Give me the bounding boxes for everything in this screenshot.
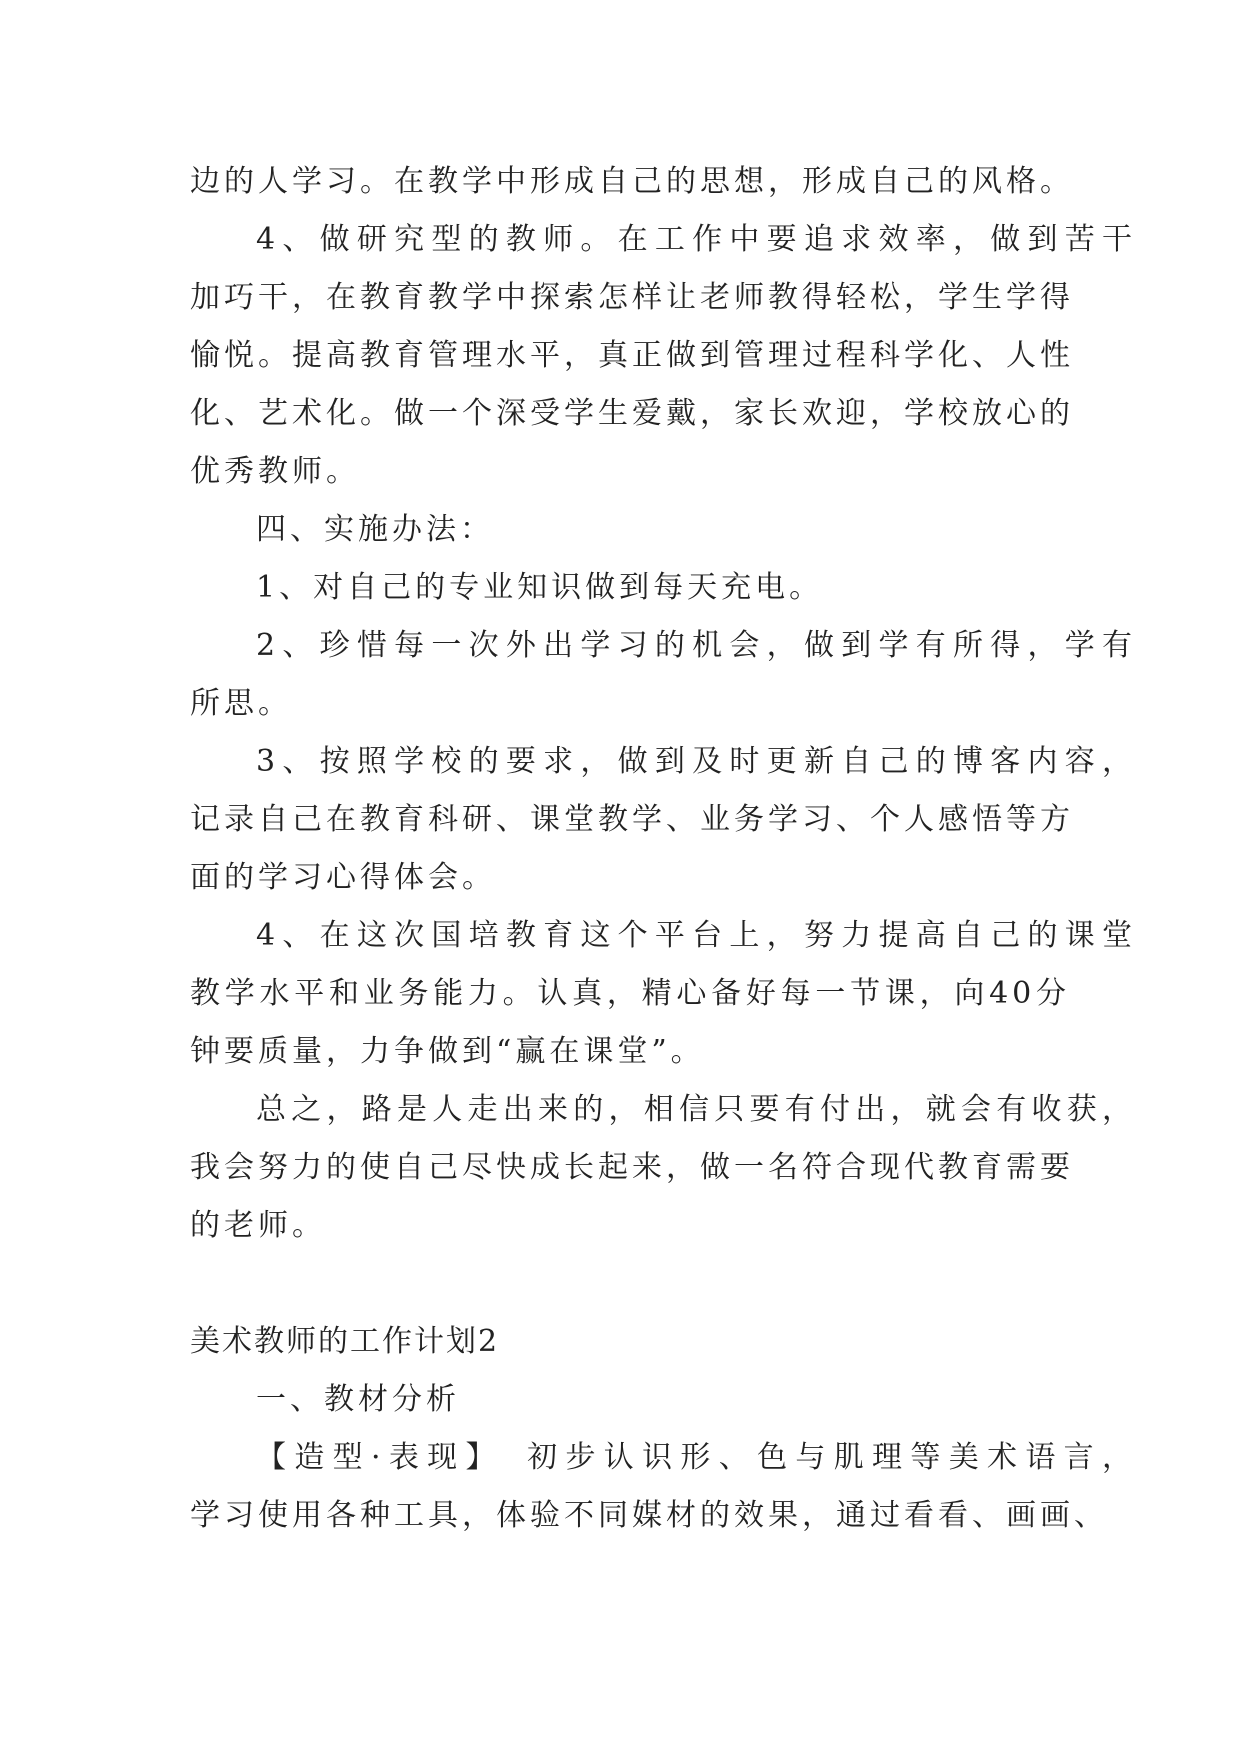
text-line: 化、艺术化。做一个深受学生爱戴，家长欢迎，学校放心的 bbox=[190, 396, 1074, 431]
text-line: 【造型·表现】 初步认识形、色与肌理等美术语言， bbox=[256, 1440, 1136, 1475]
section-heading: 一、教材分析 bbox=[256, 1382, 460, 1417]
text-line: 所思。 bbox=[190, 686, 292, 721]
text-line: 1、对自己的专业知识做到每天充电。 bbox=[256, 570, 824, 605]
text-line: 学习使用各种工具，体验不同媒材的效果，通过看看、画画、 bbox=[190, 1498, 1108, 1533]
text-line: 3、按照学校的要求，做到及时更新自己的博客内容， bbox=[256, 744, 1136, 779]
text-line: 2、珍惜每一次外出学习的机会，做到学有所得，学有 bbox=[256, 628, 1136, 663]
section-heading: 四、实施办法： bbox=[256, 512, 494, 547]
text-line: 优秀教师。 bbox=[190, 454, 360, 489]
text-line: 4、做研究型的教师。在工作中要追求效率，做到苦干 bbox=[256, 222, 1136, 257]
text-line: 记录自己在教育科研、课堂教学、业务学习、个人感悟等方 bbox=[190, 802, 1074, 837]
text-line: 总之，路是人走出来的，相信只要有付出，就会有收获， bbox=[256, 1092, 1136, 1127]
text-line: 愉悦。提高教育管理水平，真正做到管理过程科学化、人性 bbox=[190, 338, 1074, 373]
text-line: 的老师。 bbox=[190, 1208, 326, 1243]
text-line: 4、在这次国培教育这个平台上，努力提高自己的课堂 bbox=[256, 918, 1136, 953]
text-line: 教学水平和业务能力。认真，精心备好每一节课，向40分 bbox=[190, 976, 1070, 1011]
text-line: 钟要质量，力争做到“赢在课堂”。 bbox=[190, 1034, 705, 1069]
text-line: 面的学习心得体会。 bbox=[190, 860, 496, 895]
text-line: 边的人学习。在教学中形成自己的思想，形成自己的风格。 bbox=[190, 164, 1074, 199]
document-title: 美术教师的工作计划2 bbox=[190, 1324, 500, 1359]
text-line: 加巧干，在教育教学中探索怎样让老师教得轻松，学生学得 bbox=[190, 280, 1074, 315]
text-line: 我会努力的使自己尽快成长起来，做一名符合现代教育需要 bbox=[190, 1150, 1074, 1185]
